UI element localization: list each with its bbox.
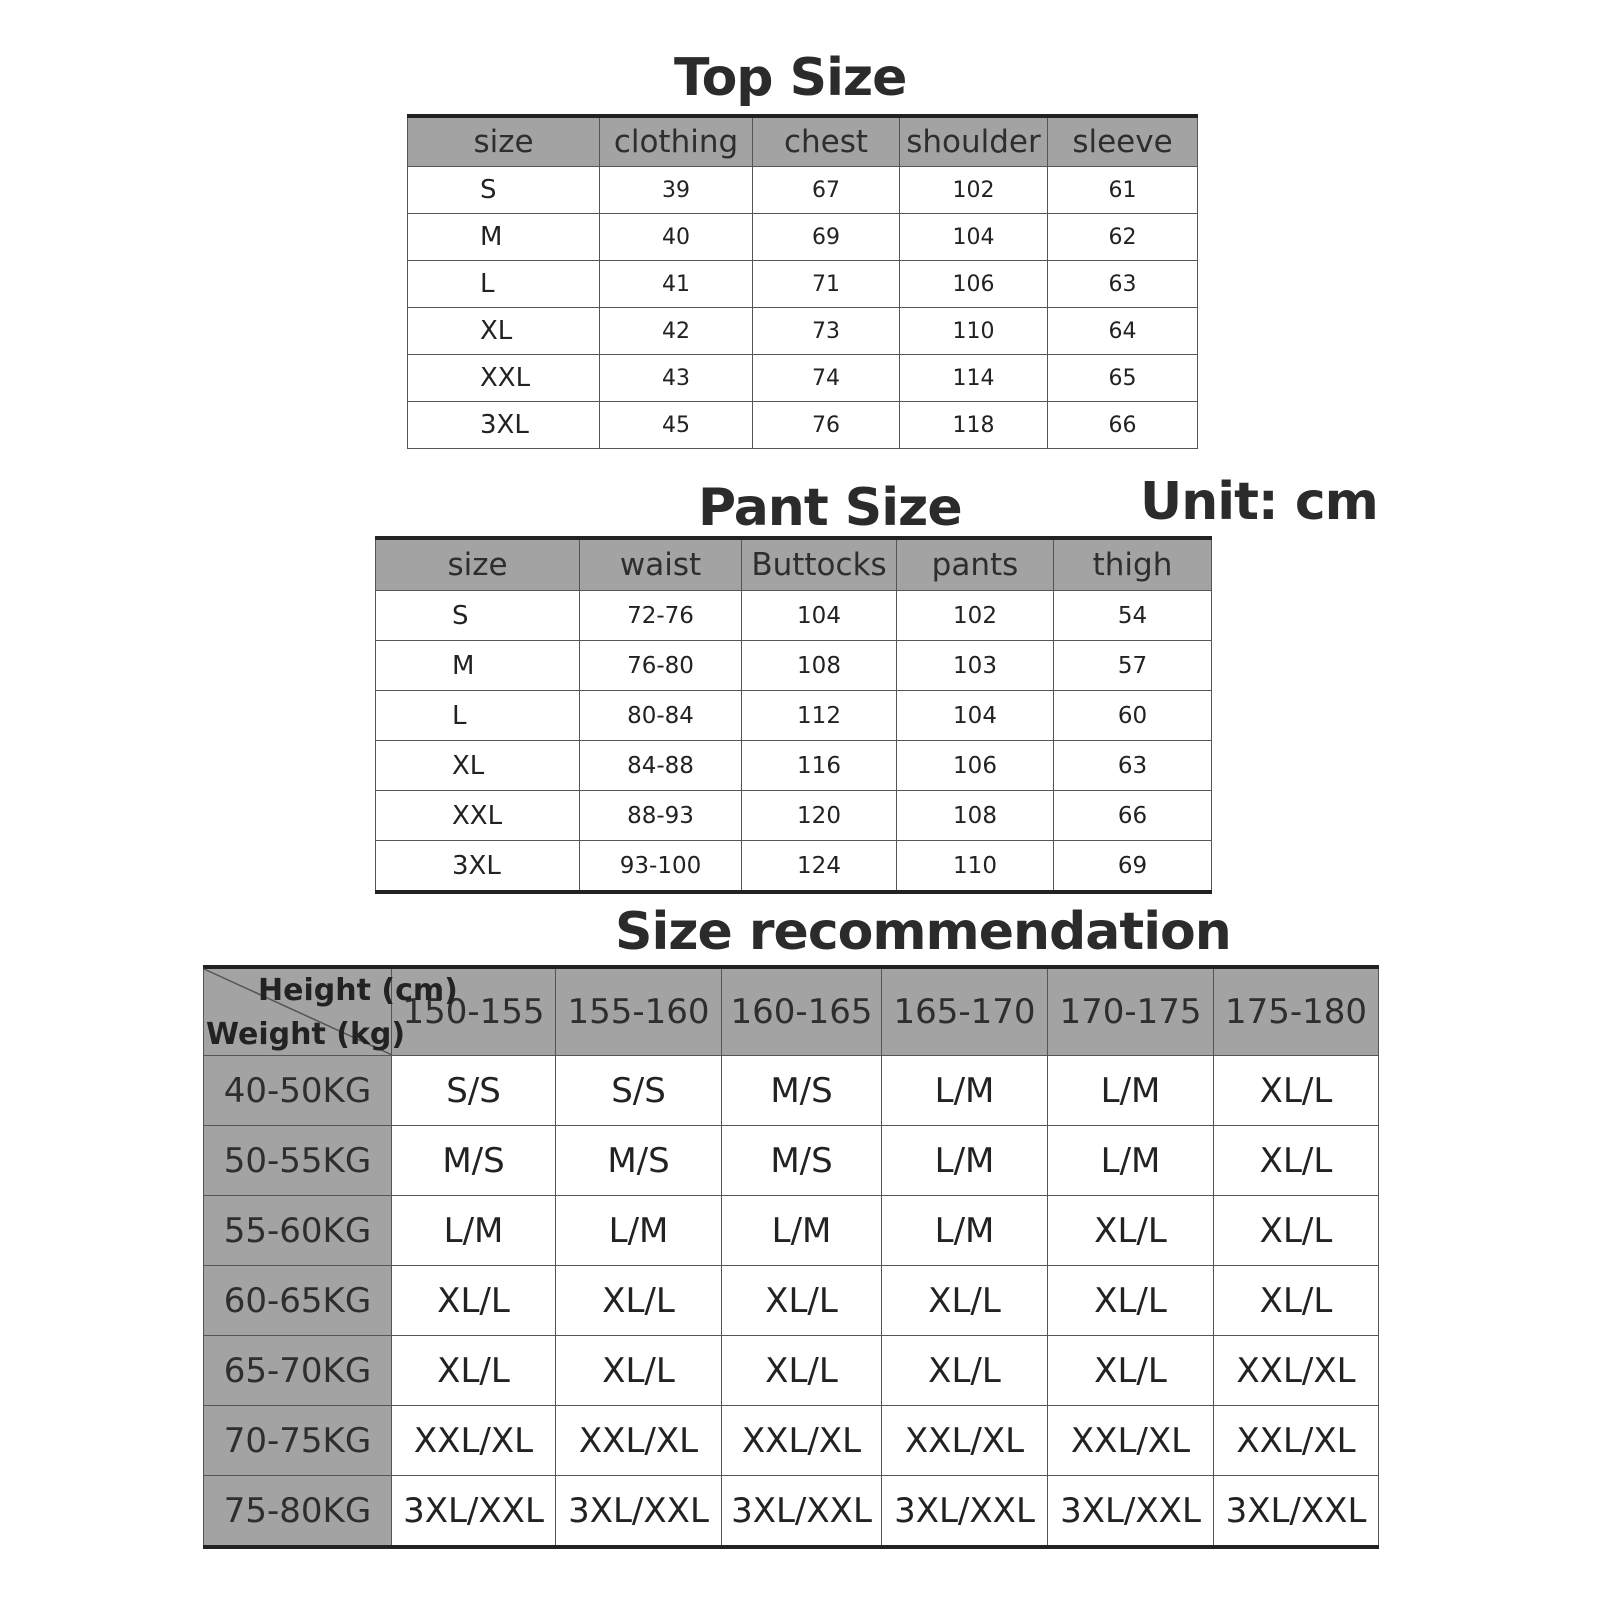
table-cell: 104 <box>900 214 1048 261</box>
recommended-size-cell: L/M <box>722 1196 882 1266</box>
height-header-175-180: 175-180 <box>1214 967 1379 1056</box>
table-cell: 73 <box>753 308 900 355</box>
size-recommendation-title: Size recommendation <box>615 902 1231 962</box>
table-row <box>204 1476 1379 1548</box>
table-cell: 64 <box>1048 308 1198 355</box>
table-cell: 88-93 <box>580 791 742 841</box>
recommended-size-cell: XL/L <box>392 1336 556 1406</box>
top-size-header-row <box>408 116 1198 167</box>
recommended-size-cell: 3XL/XXL <box>882 1476 1048 1548</box>
col-header-shoulder: shoulder <box>900 116 1048 167</box>
pant-size-header-row <box>376 538 1212 591</box>
weight-row-header: 50-55KG <box>204 1126 392 1196</box>
recommended-size-cell: S/S <box>392 1056 556 1126</box>
height-header-150-155: 150-155 <box>392 967 556 1056</box>
table-row <box>376 691 1212 741</box>
weight-row-header: 70-75KG <box>204 1406 392 1476</box>
pant-size-table <box>375 536 1212 894</box>
recommended-size-cell: M/S <box>392 1126 556 1196</box>
size-label-cell: S <box>408 167 600 214</box>
col-header-sleeve: sleeve <box>1048 116 1198 167</box>
table-cell: 102 <box>897 591 1054 641</box>
table-row <box>204 1406 1379 1476</box>
recommended-size-cell: XXL/XL <box>1048 1406 1214 1476</box>
recommended-size-cell: XXL/XL <box>392 1406 556 1476</box>
table-row <box>376 591 1212 641</box>
size-label-cell: XXL <box>376 791 580 841</box>
table-cell: 57 <box>1054 641 1212 691</box>
recommended-size-cell: XL/L <box>882 1336 1048 1406</box>
table-row <box>408 214 1198 261</box>
pant-size-title: Pant Size <box>698 478 962 538</box>
height-header-170-175: 170-175 <box>1048 967 1214 1056</box>
table-cell: 108 <box>742 641 897 691</box>
table-cell: 110 <box>897 841 1054 893</box>
weight-row-header: 40-50KG <box>204 1056 392 1126</box>
recommended-size-cell: L/M <box>556 1196 722 1266</box>
recommended-size-cell: XL/L <box>1048 1266 1214 1336</box>
recommended-size-cell: XL/L <box>722 1266 882 1336</box>
table-cell: 110 <box>900 308 1048 355</box>
table-cell: 93-100 <box>580 841 742 893</box>
recommended-size-cell: M/S <box>722 1056 882 1126</box>
recommended-size-cell: 3XL/XXL <box>1214 1476 1379 1548</box>
table-cell: 120 <box>742 791 897 841</box>
table-cell: 74 <box>753 355 900 402</box>
recommended-size-cell: XL/L <box>1048 1336 1214 1406</box>
table-cell: 41 <box>600 261 753 308</box>
recommended-size-cell: M/S <box>556 1126 722 1196</box>
col-header-size: size <box>376 538 580 591</box>
recommended-size-cell: L/M <box>882 1126 1048 1196</box>
height-axis-label: Height (cm) <box>258 973 458 1008</box>
table-cell: 45 <box>600 402 753 449</box>
col-header-waist: waist <box>580 538 742 591</box>
unit-label: Unit: cm <box>1140 472 1378 532</box>
table-row <box>408 308 1198 355</box>
table-row <box>204 1056 1379 1126</box>
table-cell: 42 <box>600 308 753 355</box>
table-cell: 112 <box>742 691 897 741</box>
table-cell: 72-76 <box>580 591 742 641</box>
recommended-size-cell: 3XL/XXL <box>556 1476 722 1548</box>
height-header-165-170: 165-170 <box>882 967 1048 1056</box>
recommended-size-cell: S/S <box>556 1056 722 1126</box>
table-cell: 71 <box>753 261 900 308</box>
weight-row-header: 65-70KG <box>204 1336 392 1406</box>
recommended-size-cell: 3XL/XXL <box>1048 1476 1214 1548</box>
recommended-size-cell: XL/L <box>392 1266 556 1336</box>
weight-axis-label: Weight (kg) <box>206 1017 406 1052</box>
recommended-size-cell: XXL/XL <box>1214 1336 1379 1406</box>
recommended-size-cell: M/S <box>722 1126 882 1196</box>
height-header-160-165: 160-165 <box>722 967 882 1056</box>
table-cell: 84-88 <box>580 741 742 791</box>
size-label-cell: L <box>376 691 580 741</box>
table-cell: 43 <box>600 355 753 402</box>
recommended-size-cell: XXL/XL <box>722 1406 882 1476</box>
recommended-size-cell: L/M <box>882 1196 1048 1266</box>
table-row <box>376 741 1212 791</box>
col-header-size: size <box>408 116 600 167</box>
col-header-chest: chest <box>753 116 900 167</box>
table-cell: 66 <box>1054 791 1212 841</box>
table-row <box>408 355 1198 402</box>
table-cell: 102 <box>900 167 1048 214</box>
table-cell: 76-80 <box>580 641 742 691</box>
recommended-size-cell: XL/L <box>882 1266 1048 1336</box>
size-label-cell: XL <box>376 741 580 791</box>
size-label-cell: 3XL <box>408 402 600 449</box>
table-cell: 40 <box>600 214 753 261</box>
recommended-size-cell: XL/L <box>1048 1196 1214 1266</box>
table-cell: 67 <box>753 167 900 214</box>
size-label-cell: M <box>376 641 580 691</box>
table-cell: 104 <box>742 591 897 641</box>
recommended-size-cell: L/M <box>882 1056 1048 1126</box>
table-cell: 60 <box>1054 691 1212 741</box>
height-header-155-160: 155-160 <box>556 967 722 1056</box>
recommended-size-cell: XL/L <box>722 1336 882 1406</box>
weight-row-header: 55-60KG <box>204 1196 392 1266</box>
recommended-size-cell: XL/L <box>556 1336 722 1406</box>
size-label-cell: XL <box>408 308 600 355</box>
recommended-size-cell: XXL/XL <box>556 1406 722 1476</box>
table-row <box>408 261 1198 308</box>
table-cell: 69 <box>753 214 900 261</box>
recommended-size-cell: XL/L <box>1214 1056 1379 1126</box>
table-cell: 63 <box>1054 741 1212 791</box>
size-label-cell: L <box>408 261 600 308</box>
col-header-thigh: thigh <box>1054 538 1212 591</box>
recommended-size-cell: XL/L <box>1214 1266 1379 1336</box>
size-recommendation-table <box>203 965 1379 1549</box>
table-row <box>204 1126 1379 1196</box>
table-cell: 103 <box>897 641 1054 691</box>
table-cell: 62 <box>1048 214 1198 261</box>
weight-row-header: 60-65KG <box>204 1266 392 1336</box>
recommended-size-cell: L/M <box>1048 1126 1214 1196</box>
table-cell: 54 <box>1054 591 1212 641</box>
table-row <box>376 641 1212 691</box>
height-weight-corner-cell <box>204 967 458 1056</box>
table-cell: 76 <box>753 402 900 449</box>
table-cell: 114 <box>900 355 1048 402</box>
col-header-pants: pants <box>897 538 1054 591</box>
table-row <box>376 791 1212 841</box>
table-cell: 116 <box>742 741 897 791</box>
size-label-cell: S <box>376 591 580 641</box>
recommended-size-cell: XXL/XL <box>1214 1406 1379 1476</box>
top-size-table <box>407 114 1198 449</box>
size-label-cell: 3XL <box>376 841 580 893</box>
table-cell: 108 <box>897 791 1054 841</box>
size-label-cell: M <box>408 214 600 261</box>
recommended-size-cell: XL/L <box>556 1266 722 1336</box>
recommended-size-cell: XXL/XL <box>882 1406 1048 1476</box>
table-row <box>408 167 1198 214</box>
recommendation-header-row <box>204 967 1379 1056</box>
recommended-size-cell: 3XL/XXL <box>722 1476 882 1548</box>
table-row <box>204 1336 1379 1406</box>
size-label-cell: XXL <box>408 355 600 402</box>
table-row <box>204 1196 1379 1266</box>
col-header-buttocks: Buttocks <box>742 538 897 591</box>
table-cell: 106 <box>897 741 1054 791</box>
table-cell: 66 <box>1048 402 1198 449</box>
col-header-clothing: clothing <box>600 116 753 167</box>
table-cell: 118 <box>900 402 1048 449</box>
recommended-size-cell: L/M <box>1048 1056 1214 1126</box>
table-cell: 69 <box>1054 841 1212 893</box>
table-cell: 39 <box>600 167 753 214</box>
table-cell: 63 <box>1048 261 1198 308</box>
top-size-title: Top Size <box>674 48 907 108</box>
recommended-size-cell: XL/L <box>1214 1126 1379 1196</box>
table-row <box>408 402 1198 449</box>
recommended-size-cell: XL/L <box>1214 1196 1379 1266</box>
table-cell: 124 <box>742 841 897 893</box>
weight-row-header: 75-80KG <box>204 1476 392 1548</box>
table-cell: 65 <box>1048 355 1198 402</box>
table-cell: 104 <box>897 691 1054 741</box>
recommended-size-cell: 3XL/XXL <box>392 1476 556 1548</box>
table-cell: 106 <box>900 261 1048 308</box>
table-row <box>204 1266 1379 1336</box>
table-cell: 80-84 <box>580 691 742 741</box>
recommended-size-cell: L/M <box>392 1196 556 1266</box>
table-cell: 61 <box>1048 167 1198 214</box>
table-row <box>376 841 1212 893</box>
